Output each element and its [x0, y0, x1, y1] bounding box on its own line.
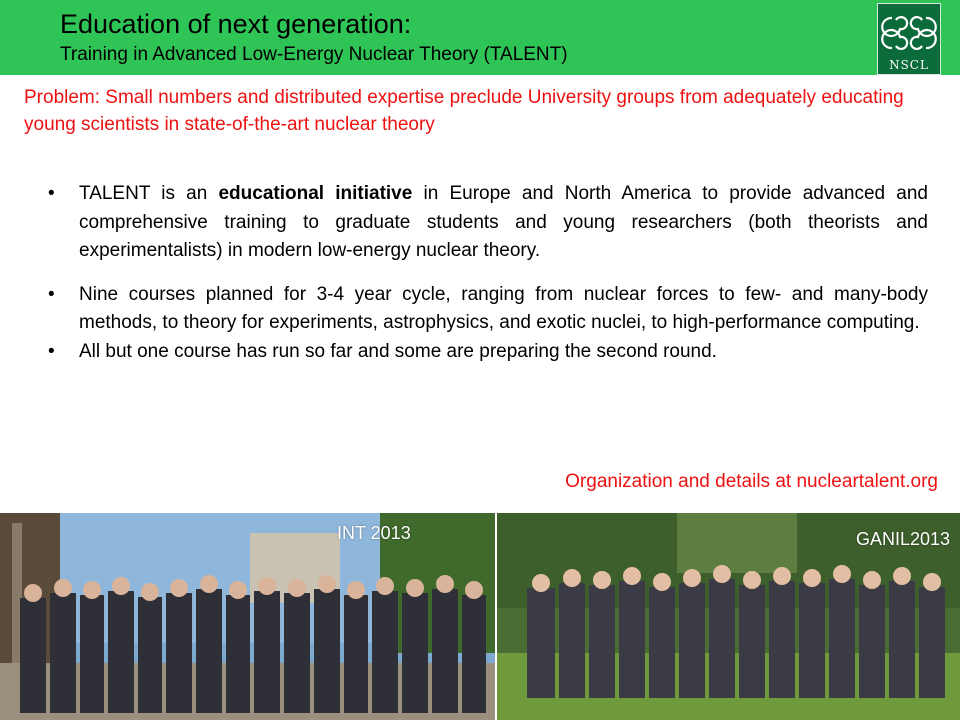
bullet-text: Nine courses planned for 3-4 year cycle, ranging from nuclear forces to few- and many-body methods, to theory for experiments, astrophysics, and exotic nuclei, to high-performance computing.	[79, 283, 928, 333]
bullet-talent	[48, 180, 928, 266]
organization-link[interactable]: Organization and details at nucleartalent.org	[565, 471, 938, 492]
nscl-logo-icon	[877, 3, 941, 75]
bullet-text: All but one course has run so far and some are preparing the second round.	[79, 340, 717, 362]
bullet-text: TALENT is an	[79, 183, 219, 204]
slide-subtitle: Training in Advanced Low-Energy Nuclear Theory (TALENT)	[60, 44, 568, 65]
bullet-text: in Europe and North America to provide advanced and comprehensive training to graduate students and young researchers (both theorists and experimentalists) in modern low-energy nuclear theory.	[79, 183, 928, 261]
logo-text: NSCL	[889, 58, 929, 72]
ganil2013-label: GANIL2013	[855, 529, 950, 549]
bullet-dot: •	[48, 183, 55, 204]
int2013-group-photo	[0, 513, 495, 720]
bullet-courses	[48, 281, 928, 338]
bullet-dot: •	[48, 340, 55, 362]
ganil2013-group-photo	[497, 513, 960, 720]
bullet-status	[48, 338, 928, 367]
title-bar	[0, 0, 960, 75]
problem-statement: Problem: Small numbers and distributed expertise preclude University groups from adequately educating young scientists in state-of-the-art nuclear theory	[24, 87, 904, 135]
bullet-dot: •	[48, 283, 55, 305]
slide-title: Education of next generation:	[60, 9, 412, 39]
bullet-emphasis: educational initiative	[218, 183, 413, 204]
int2013-label: INT 2013	[337, 523, 411, 543]
bullet-list	[48, 180, 928, 366]
